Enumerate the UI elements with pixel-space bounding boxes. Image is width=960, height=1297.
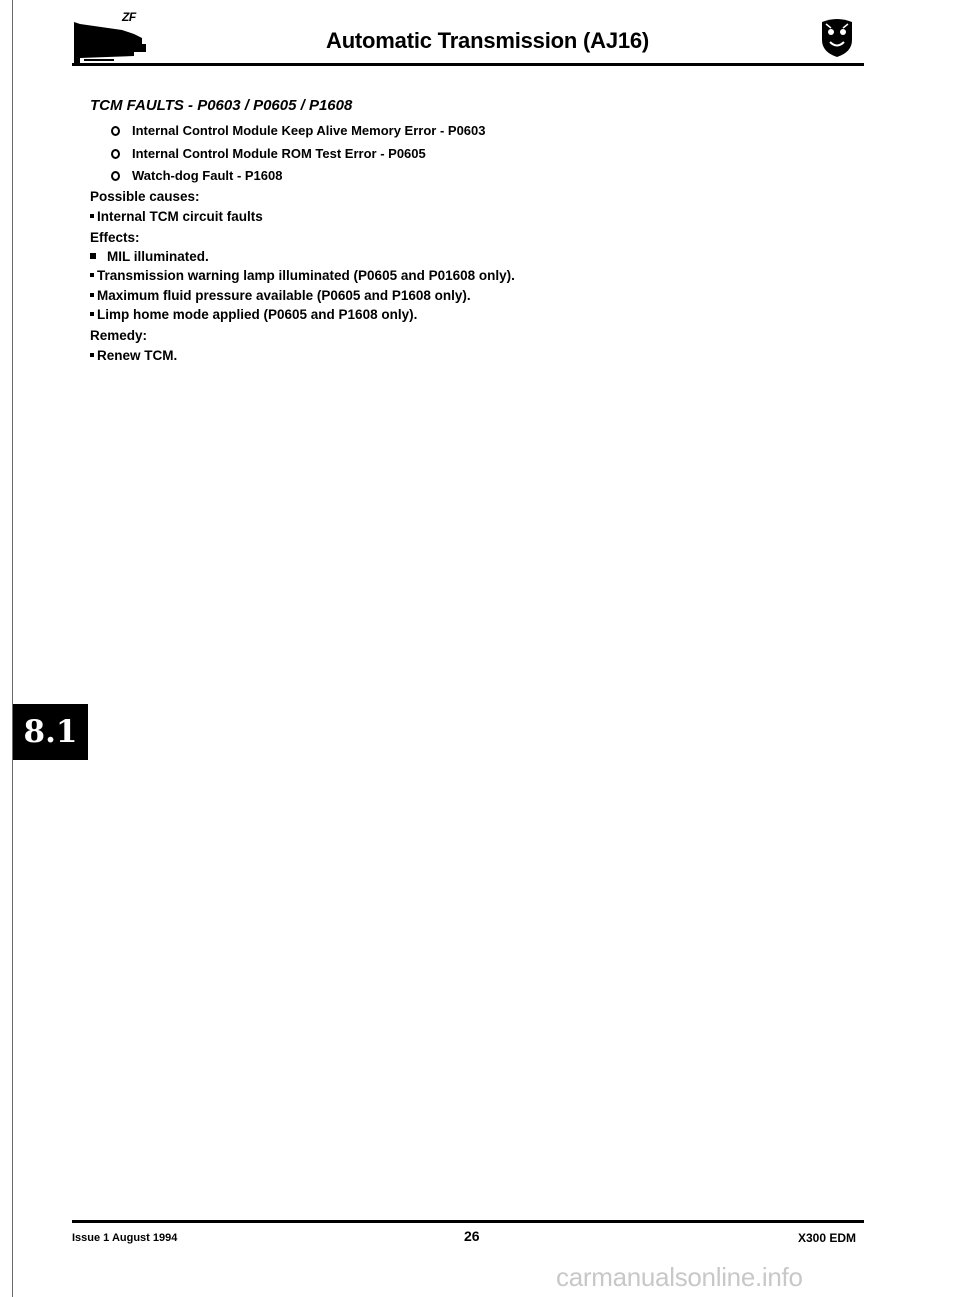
section-title: TCM FAULTS - P0603 / P0605 / P1608 — [90, 97, 353, 114]
effect-item — [90, 307, 417, 322]
remedy-label: Remedy: — [90, 328, 148, 343]
effect-text: MIL illuminated. — [107, 249, 209, 264]
header-rule — [72, 63, 864, 66]
section-tab: 8.1 — [13, 704, 88, 760]
square-bullet-icon — [90, 312, 94, 316]
effect-text: Transmission warning lamp illuminated (P0605 and P01608 only). — [97, 268, 515, 283]
square-bullet-icon — [90, 273, 94, 277]
effect-text: Maximum fluid pressure available (P0605 and P1608 only). — [97, 288, 471, 303]
page-number: 26 — [464, 1228, 480, 1244]
cause-item — [90, 209, 263, 224]
fault-text: Internal Control Module ROM Test Error - P0605 — [132, 146, 426, 161]
circle-bullet-icon — [111, 126, 120, 136]
cause-text: Internal TCM circuit faults — [97, 209, 263, 224]
effects-label: Effects: — [90, 230, 140, 245]
zf-transmission-logo — [72, 8, 154, 64]
square-bullet-icon — [90, 214, 94, 218]
remedy-item — [90, 348, 177, 363]
square-bullet-icon — [90, 253, 96, 259]
transmission-silhouette-icon — [72, 8, 154, 64]
square-bullet-icon — [90, 293, 94, 297]
footer-rule — [72, 1220, 864, 1223]
effect-item — [90, 249, 209, 264]
scan-edge-line — [12, 0, 13, 1297]
fault-item — [111, 123, 486, 138]
circle-bullet-icon — [111, 171, 120, 181]
jaguar-badge-logo — [820, 18, 854, 58]
page-header-title: Automatic Transmission (AJ16) — [326, 28, 650, 53]
fault-item — [111, 168, 282, 183]
circle-bullet-icon — [111, 149, 120, 159]
fault-text: Internal Control Module Keep Alive Memory Error - P0603 — [132, 123, 486, 138]
watermark: carmanualsonline.info — [556, 1262, 803, 1292]
fault-item — [111, 146, 426, 161]
remedy-text: Renew TCM. — [97, 348, 178, 363]
issue-date: Issue 1 August 1994 — [72, 1232, 178, 1244]
effect-item — [90, 268, 515, 283]
possible-causes-label: Possible causes: — [90, 189, 200, 204]
jaguar-head-icon — [820, 18, 854, 58]
fault-text: Watch-dog Fault - P1608 — [132, 168, 283, 183]
document-code: X300 EDM — [798, 1231, 857, 1245]
zf-logo-text: ZF — [122, 10, 136, 24]
effect-text: Limp home mode applied (P0605 and P1608 only). — [97, 307, 418, 322]
effect-item — [90, 288, 471, 303]
square-bullet-icon — [90, 353, 94, 357]
